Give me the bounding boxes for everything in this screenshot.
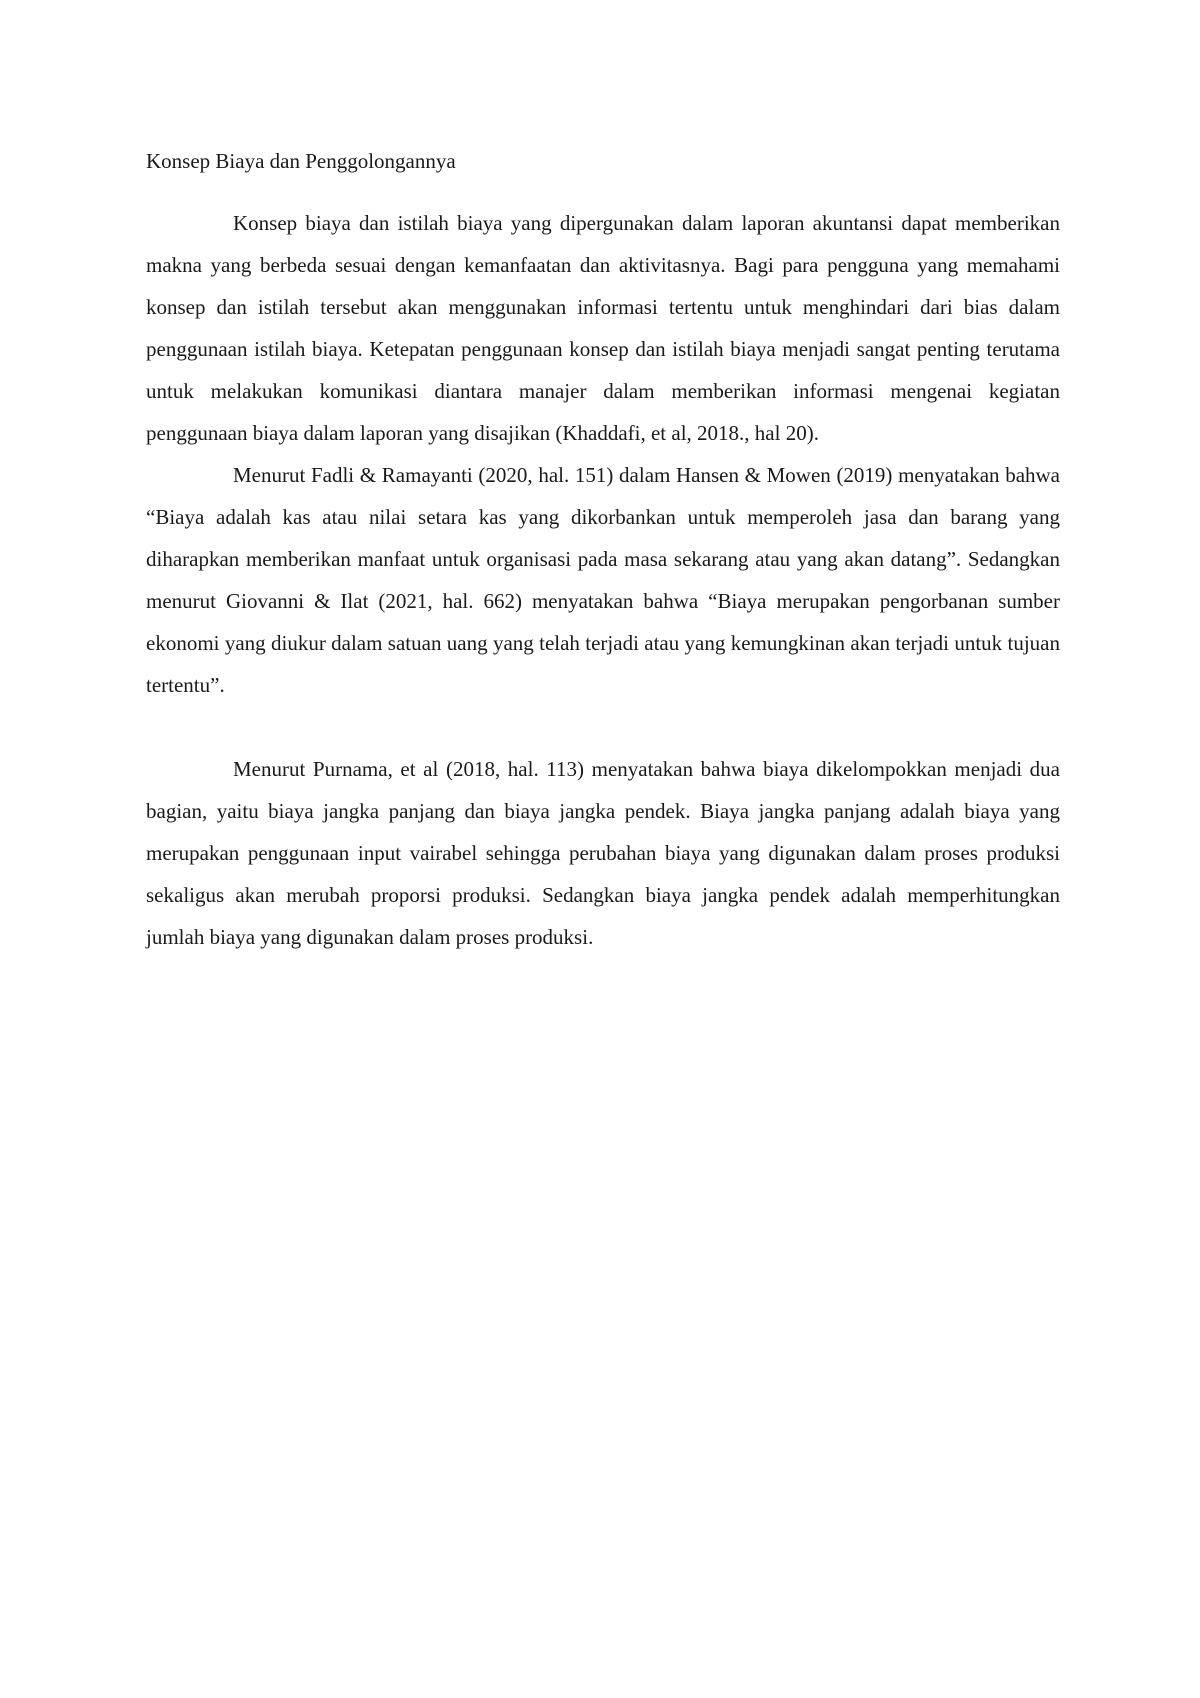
document-body — [146, 140, 1060, 958]
document-title: Konsep Biaya dan Penggolongannya — [146, 149, 456, 173]
paragraph-pengelompokan-biaya: Menurut Purnama, et al (2018, hal. 113) menyatakan bahwa biaya dikelompokkan menjadi dua bagian, yaitu biaya jangka panjang dan biaya jangka pendek. Biaya jangka panjang adalah biaya yang merupakan penggunaan input vairabel sehingga perubahan biaya yang digunakan dalam proses produksi sekaligus akan merubah proporsi produksi. Sedangkan biaya jangka pendek adalah memperhitungkan jumlah biaya yang digunakan dalam proses produksi. — [146, 757, 1060, 949]
paragraph-definisi-biaya: Menurut Fadli & Ramayanti (2020, hal. 151) dalam Hansen & Mowen (2019) menyatakan bahwa “Biaya adalah kas atau nilai setara kas yang dikorbankan untuk memperoleh jasa dan barang yang diharapkan memberikan manfaat untuk organisasi pada masa sekarang atau yang akan datang”. Sedangkan menurut Giovanni & Ilat (2021, hal. 662) menyatakan bahwa “Biaya merupakan pengorbanan sumber ekonomi yang diukur dalam satuan uang yang telah terjadi atau yang kemungkinan akan terjadi untuk tujuan tertentu”. — [146, 463, 1060, 697]
paragraph-konsep-biaya: Konsep biaya dan istilah biaya yang dipergunakan dalam laporan akuntansi dapat memberikan makna yang berbeda sesuai dengan kemanfaatan dan aktivitasnya. Bagi para pengguna yang memahami konsep dan istilah tersebut akan menggunakan informasi tertentu untuk menghindari dari bias dalam penggunaan istilah biaya. Ketepatan penggunaan konsep dan istilah biaya menjadi sangat penting terutama untuk melakukan komunikasi diantara manajer dalam memberikan informasi mengenai kegiatan penggunaan biaya dalam laporan yang disajikan (Khaddafi, et al, 2018., hal 20). — [146, 211, 1060, 445]
